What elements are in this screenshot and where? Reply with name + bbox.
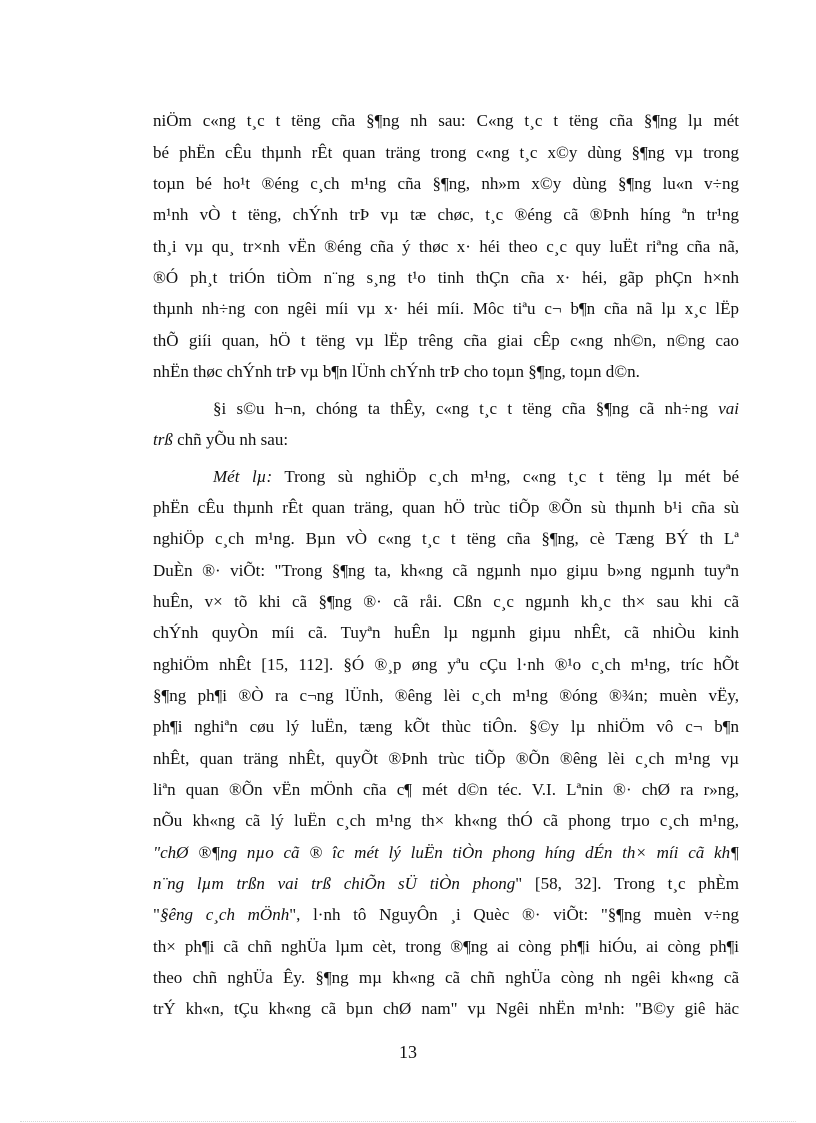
text-line: Mét lµ: Trong sù nghiÖp c¸ch m¹ng, c«ng t¸c t tëng lµ mét bé <box>213 467 740 486</box>
text-line: th¸i vµ qu¸ tr×nh vËn ®éng cña ý thøc x· héi theo c¸c quy luËt riªng cña nã, <box>153 237 739 256</box>
text-line: niÖm c«ng t¸c t tëng cña §¶ng nh sau: C«ng t¸c t tëng cña §¶ng lµ mét <box>153 111 739 130</box>
page-bottom-divider <box>20 1121 796 1122</box>
text-line: phËn cÊu thµnh rÊt quan träng, quan hÖ trùc tiÕp ®Õn sù thµnh b¹i cña sù <box>153 498 739 517</box>
text-line: §i s©u h¬n, chóng ta thÊy, c«ng t¸c t tëng cña §¶ng cã nh÷ng vai <box>213 399 739 418</box>
text-line: §¶ng ph¶i ®Ò ra c¬ng lÜnh, ®êng lèi c¸ch m¹ng ®óng ®¾n; muèn vËy, <box>153 686 739 705</box>
text-line: thµnh nh÷ng con ngêi míi vµ x· héi míi. Môc tiªu c¬ b¶n cña nã lµ x¸c lËp <box>153 299 739 318</box>
text-line: thÕ giíi quan, hÖ t tëng vµ lËp trêng cña giai cÊp c«ng nh©n, n©ng cao <box>153 331 739 350</box>
page-number: 13 <box>399 1042 417 1062</box>
text-line: nÕu kh«ng cã lý luËn c¸ch m¹ng th× kh«ng thÓ cã phong trµo c¸ch m¹ng, <box>153 811 739 830</box>
text-line: trß chñ yÕu nh sau: <box>153 430 289 449</box>
text-line: theo chñ nghÜa Êy. §¶ng mµ kh«ng cã chñ nghÜa còng nh ngêi kh«ng cã <box>153 968 739 987</box>
text-line: toµn bé ho¹t ®éng c¸ch m¹ng cña §¶ng, nh»m x©y dùng §¶ng lu«n v÷ng <box>153 174 739 193</box>
text-line: m¹nh vÒ t tëng, chÝnh trÞ vµ tæ chøc, t¸c ®éng cã ®Þnh híng ªn tr¹ng <box>153 205 739 224</box>
text-line: ph¶i nghiªn cøu lý luËn, tæng kÕt thùc tiÔn. §©y lµ nhiÖm vô c¬ b¶n <box>153 717 739 736</box>
text-line: ®Ó ph¸t triÓn tiÒm n¨ng s¸ng t¹o tinh thÇn cña x· héi, gãp phÇn h×nh <box>153 268 739 287</box>
text-line: huÊn, v× tõ khi cã §¶ng ®· cã råi. Cßn c¸c ngµnh kh¸c th× sau khi cã <box>153 592 739 611</box>
text-line: th× ph¶i cã chñ nghÜa lµm cèt, trong ®¶ng ai còng ph¶i hiÓu, ai còng ph¶i <box>153 937 739 956</box>
text-line: nhËn thøc chÝnh trÞ vµ b¶n lÜnh chÝnh trÞ cho toµn §¶ng, toµn d©n. <box>153 362 640 381</box>
text-line: nghiÖp c¸ch m¹ng. Bµn vÒ c«ng t¸c t tëng cña §¶ng, cè Tæng BÝ th Lª <box>153 529 739 548</box>
text-line: nghiÖm nhÊt [15, 112]. §Ó ®¸p øng yªu cÇu l·nh ®¹o c¸ch m¹ng, tríc hÕt <box>153 655 739 674</box>
text-line: "§êng c¸ch mÖnh", l·nh tô NguyÔn ¸i Quèc ®· viÕt: "§¶ng muèn v÷ng <box>153 905 739 924</box>
text-line: DuÈn ®· viÕt: "Trong §¶ng ta, kh«ng cã ngµnh nµo giµu b»ng ngµnh tuyªn <box>153 561 739 580</box>
text-line: trÝ kh«n, tÇu kh«ng cã bµn chØ nam" vµ Ngêi nhËn m¹nh: "B©y giê häc <box>153 999 739 1018</box>
text-line: liªn quan ®Õn vËn mÖnh cña c¶ mét d©n téc. V.I. Lªnin ®· chØ ra r»ng, <box>153 780 739 799</box>
text-line: n¨ng lµm trßn vai trß chiÕn sÜ tiÒn phong" [58, 32]. Trong t¸c phÈm <box>153 874 739 893</box>
text-line: bé phËn cÊu thµnh rÊt quan träng trong c«ng t¸c x©y dùng §¶ng vµ trong <box>153 143 739 162</box>
text-line: chÝnh quyÒn míi cã. Tuyªn huÊn lµ ngµnh giµu nhÊt, cã nhiÒu kinh <box>153 623 739 642</box>
text-line: nhÊt, quan träng nhÊt, quyÕt ®Þnh trùc tiÕp ®Õn ®êng lèi c¸ch m¹ng vµ <box>153 749 739 768</box>
text-line: "chØ ®¶ng nµo cã ® îc mét lý luËn tiÒn phong híng dÉn th× míi cã kh¶ <box>153 843 739 862</box>
